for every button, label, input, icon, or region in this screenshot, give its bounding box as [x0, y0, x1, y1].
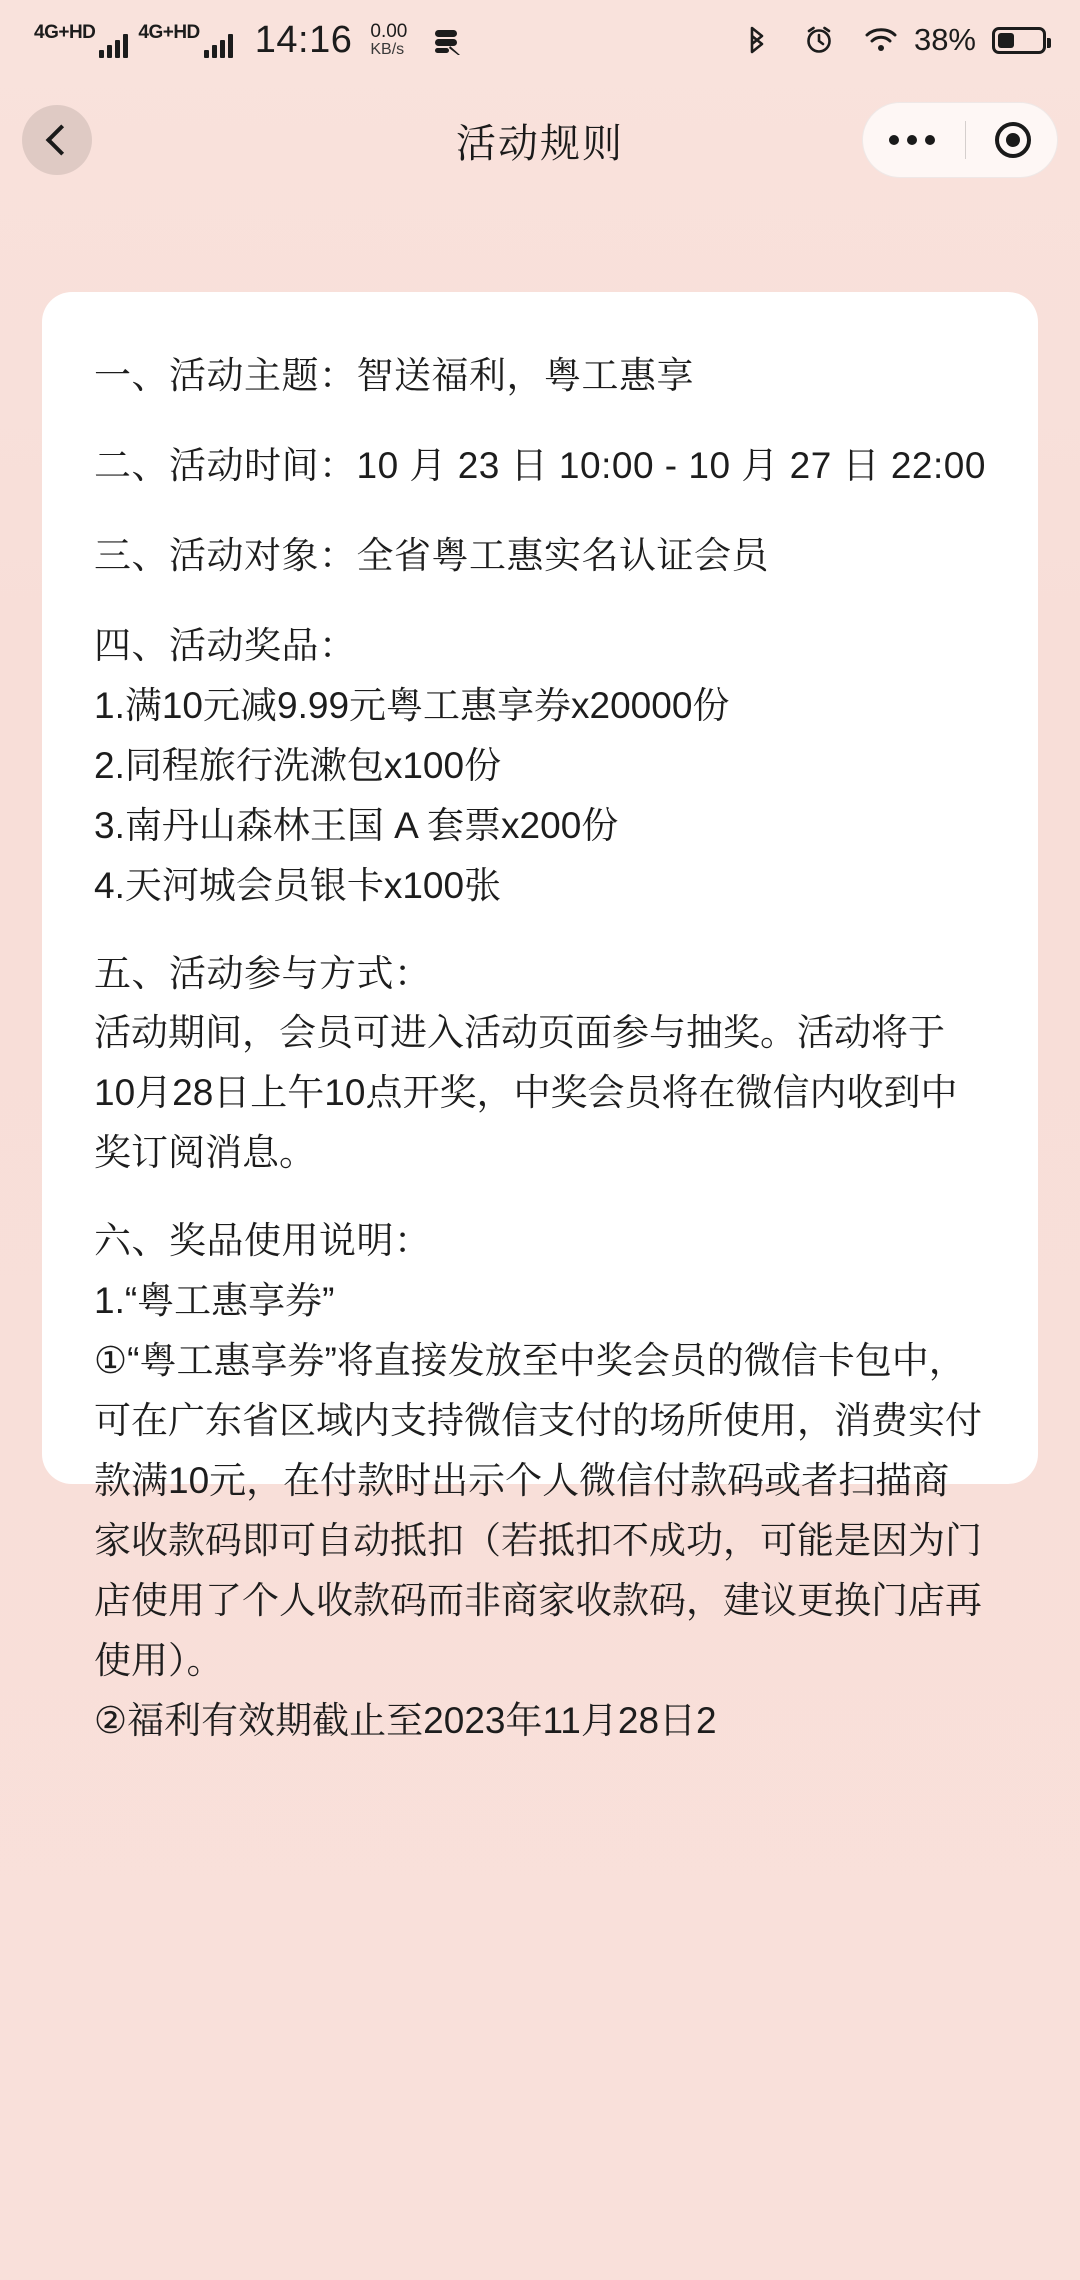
status-bar: [0, 0, 1080, 80]
usage-item-1: 1.“粤工惠享券”: [94, 1280, 335, 1322]
bluetooth-icon: [740, 23, 774, 57]
back-chevron-icon: [46, 124, 77, 155]
network-speed: [370, 22, 407, 59]
more-dots-icon[interactable]: [889, 135, 935, 145]
status-bar-left: [34, 19, 463, 62]
network-indicator-2: [138, 23, 232, 58]
network-speed-value: 0.00: [370, 20, 408, 42]
rule-section-theme: 一、活动主题：智送福利，粤工惠享: [94, 355, 694, 396]
network-speed-unit: KB/s: [370, 40, 405, 58]
rule-section-prizes-heading: 四、活动奖品：: [94, 624, 357, 666]
spacer-2: [94, 1183, 986, 1211]
prize-item-1: 1.满10元减9.99元粤工惠享券x20000份: [94, 684, 730, 726]
usage-item-1-detail: ①“粤工惠享券”将直接发放至中奖会员的微信卡包中，可在广东省区域内支持微信支付的场所使用，消费实付款满10元，在付款时出示个人微信付款码或者扫描商家收款码即可自动抵扣（若抵扣不成功，可能是因为门店使用了个人收款码而非商家收款码，建议更换门店再使用）。: [94, 1340, 982, 1681]
signal-bars-icon-1: [99, 32, 128, 58]
rules-content: [42, 292, 1038, 1751]
rule-section-time: 二、活动时间：10 月 23 日 10:00 - 10 月 27 日 22:00: [94, 444, 986, 486]
miniprogram-capsule[interactable]: [862, 102, 1058, 178]
status-bar-right: [728, 22, 1046, 58]
capsule-divider: [965, 121, 966, 159]
network-label-1: 4G+HD: [34, 21, 96, 43]
prize-item-4: 4.天河城会员银卡x100张: [94, 864, 502, 906]
battery-icon: [992, 27, 1046, 54]
battery-percent-label: 38%: [913, 22, 976, 57]
usage-item-2-clipped: ②福利有效期截止至2023年11月28日2: [94, 1699, 717, 1741]
signal-bars-icon-2: [204, 32, 233, 58]
rule-section-usage-heading: 六、奖品使用说明：: [94, 1220, 432, 1262]
status-clock: 14:16: [254, 18, 353, 61]
spacer-1: [94, 916, 986, 944]
wifi-icon: [864, 23, 898, 57]
back-button[interactable]: [22, 105, 92, 175]
rule-section-participate-heading: 五、活动参与方式：: [94, 952, 432, 994]
navigation-bar: [0, 80, 1080, 200]
data-usage-icon: [429, 23, 463, 57]
network-indicator-1: [34, 23, 128, 58]
rule-section-audience: 三、活动对象：全省粤工惠实名认证会员: [94, 534, 769, 576]
rules-card[interactable]: [42, 292, 1038, 1741]
network-label-2: 4G+HD: [138, 21, 200, 43]
battery-fill: [998, 33, 1014, 48]
prize-item-3: 3.南丹山森林王国 A 套票x200份: [94, 804, 619, 846]
prize-item-2: 2.同程旅行洗漱包x100份: [94, 744, 502, 786]
target-circle-icon[interactable]: [995, 122, 1031, 158]
page-title: 活动规则: [456, 121, 624, 166]
alarm-clock-icon: [802, 23, 836, 57]
rule-section-participate-body: 活动期间，会员可进入活动页面参与抽奖。活动将于10月28日上午10点开奖，中奖会员将在微信内收到中奖订阅消息。: [94, 1012, 958, 1174]
